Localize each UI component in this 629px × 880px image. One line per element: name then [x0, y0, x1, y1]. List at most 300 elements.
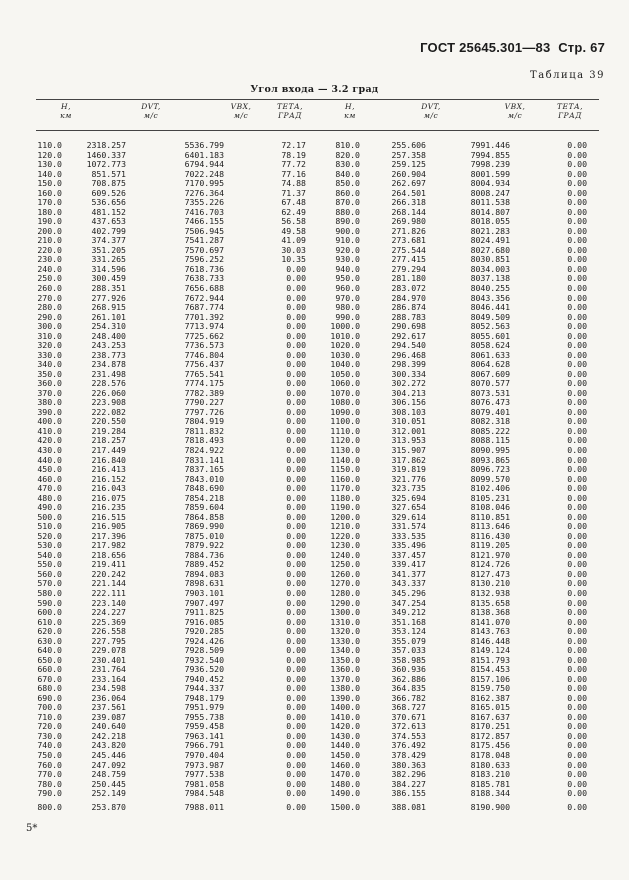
- altitude-cell: 1210.0: [330, 521, 360, 532]
- vbx-cell: 7879.922: [184, 540, 224, 551]
- altitude-cell: 1380.0: [330, 683, 360, 694]
- dvt-cell: 239.087: [91, 711, 126, 722]
- altitude-cell: 1360.0: [330, 664, 360, 675]
- theta-cell: 0.00: [567, 454, 587, 465]
- theta-cell: 0.00: [567, 168, 587, 179]
- column-header-unit: м/с: [143, 110, 159, 120]
- altitude-cell: 1140.0: [330, 454, 360, 465]
- altitude-cell: 770.0: [37, 769, 62, 780]
- dvt-cell: 248.759: [91, 769, 126, 780]
- theta-cell: 77.16: [281, 168, 306, 179]
- page-number: Стр. 67: [558, 40, 605, 55]
- vbx-cell: 7955.738: [184, 711, 224, 722]
- theta-cell: 0.00: [286, 425, 306, 436]
- altitude-cell: 680.0: [37, 683, 62, 694]
- dvt-cell: 378.429: [391, 750, 426, 760]
- theta-cell: 0.00: [286, 802, 306, 813]
- vbx-cell: 8030.851: [470, 254, 510, 265]
- altitude-cell: 270.0: [37, 292, 62, 303]
- dvt-cell: 1460.337: [86, 149, 126, 160]
- vbx-cell: 8034.003: [470, 263, 510, 274]
- dvt-cell: 374.377: [91, 235, 126, 246]
- altitude-cell: 390.0: [37, 406, 62, 417]
- theta-cell: 0.00: [286, 626, 306, 637]
- theta-cell: 0.00: [567, 502, 587, 513]
- altitude-cell: 460.0: [37, 473, 62, 484]
- vbx-cell: 7170.995: [184, 178, 224, 189]
- dvt-cell: 219.411: [91, 559, 126, 570]
- theta-cell: 0.00: [567, 197, 587, 208]
- vbx-cell: 7843.010: [184, 473, 224, 484]
- dvt-cell: 216.152: [91, 473, 126, 484]
- dvt-cell: 314.596: [91, 263, 126, 274]
- dvt-cell: 288.351: [91, 282, 126, 293]
- dvt-cell: 288.783: [391, 311, 426, 322]
- table-number: Таблица 39: [530, 70, 605, 81]
- altitude-cell: 660.0: [37, 664, 62, 675]
- vbx-cell: 7811.832: [184, 425, 224, 436]
- dvt-cell: 226.060: [91, 387, 126, 398]
- theta-cell: 0.00: [286, 330, 306, 341]
- dvt-cell: 261.101: [91, 311, 126, 322]
- theta-cell: 0.00: [567, 330, 587, 341]
- theta-cell: 0.00: [286, 340, 306, 351]
- altitude-cell: 220.0: [37, 244, 62, 255]
- vbx-cell: 7638.733: [184, 273, 224, 284]
- altitude-cell: 1040.0: [330, 359, 360, 370]
- theta-cell: 0.00: [567, 359, 587, 370]
- altitude-cell: 970.0: [335, 292, 360, 303]
- theta-cell: 0.00: [567, 416, 587, 427]
- vbx-cell: 7355.226: [184, 197, 224, 208]
- dvt-cell: 217.982: [91, 540, 126, 551]
- dvt-cell: 252.149: [91, 788, 126, 799]
- theta-cell: 0.00: [567, 368, 587, 379]
- theta-cell: 0.00: [567, 378, 587, 389]
- dvt-cell: 388.081: [391, 802, 426, 813]
- dvt-cell: 240.640: [91, 721, 126, 732]
- dvt-cell: 351.205: [91, 244, 126, 255]
- theta-cell: 0.00: [567, 159, 587, 170]
- altitude-cell: 140.0: [37, 168, 62, 179]
- theta-cell: 0.00: [286, 759, 306, 770]
- table-top-rule: [36, 99, 599, 100]
- theta-cell: 0.00: [286, 454, 306, 465]
- theta-cell: 0.00: [286, 435, 306, 446]
- vbx-cell: 7713.974: [184, 321, 224, 332]
- altitude-cell: 1050.0: [330, 368, 360, 379]
- theta-cell: 0.00: [567, 626, 587, 637]
- dvt-cell: 257.358: [391, 149, 426, 160]
- altitude-cell: 850.0: [335, 178, 360, 189]
- altitude-cell: 760.0: [37, 759, 62, 770]
- column-header: [36, 103, 96, 120]
- vbx-cell: 8190.900: [470, 802, 510, 813]
- dvt-cell: 310.051: [391, 416, 426, 427]
- altitude-cell: 960.0: [335, 282, 360, 293]
- vbx-cell: 7977.538: [184, 769, 224, 780]
- theta-cell: 0.00: [567, 778, 587, 789]
- column-header-unit: м/с: [233, 110, 249, 120]
- dvt-cell: 290.698: [391, 321, 426, 332]
- vbx-cell: 8108.046: [470, 502, 510, 513]
- dvt-cell: 360.936: [391, 664, 426, 675]
- vbx-cell: 7804.919: [184, 416, 224, 427]
- altitude-cell: 610.0: [37, 616, 62, 627]
- altitude-cell: 200.0: [37, 225, 62, 236]
- vbx-cell: 7782.389: [184, 387, 224, 398]
- dvt-cell: 216.905: [91, 521, 126, 532]
- altitude-cell: 920.0: [335, 244, 360, 255]
- altitude-cell: 190.0: [37, 216, 62, 227]
- dvt-cell: 339.417: [391, 559, 426, 570]
- theta-cell: 0.00: [286, 778, 306, 789]
- vbx-cell: 8165.015: [470, 702, 510, 713]
- theta-cell: 0.00: [567, 263, 587, 274]
- theta-cell: 0.00: [567, 340, 587, 351]
- vbx-cell: 6401.183: [184, 149, 224, 160]
- vbx-cell: 8082.318: [470, 416, 510, 427]
- theta-cell: 0.00: [286, 263, 306, 274]
- dvt-cell: 277.415: [391, 254, 426, 265]
- vbx-cell: 7774.175: [184, 378, 224, 389]
- theta-cell: 74.88: [281, 178, 306, 189]
- altitude-cell: 1450.0: [330, 750, 360, 760]
- standard-number: ГОСТ 25645.301—83: [420, 40, 551, 55]
- theta-cell: 0.00: [286, 645, 306, 656]
- theta-cell: 0.00: [286, 445, 306, 455]
- vbx-cell: 7541.287: [184, 235, 224, 246]
- theta-cell: 0.00: [567, 607, 587, 618]
- theta-cell: 0.00: [567, 140, 587, 150]
- dvt-cell: 254.310: [91, 321, 126, 332]
- theta-cell: 77.72: [281, 159, 306, 170]
- theta-cell: 0.00: [567, 254, 587, 265]
- altitude-cell: 330.0: [37, 349, 62, 360]
- vbx-cell: 7864.858: [184, 511, 224, 522]
- vbx-cell: 7898.631: [184, 578, 224, 589]
- theta-cell: 0.00: [567, 149, 587, 160]
- altitude-cell: 360.0: [37, 378, 62, 389]
- vbx-cell: 8011.538: [470, 197, 510, 208]
- dvt-cell: 281.180: [391, 273, 426, 284]
- dvt-cell: 255.606: [391, 140, 426, 150]
- altitude-cell: 1300.0: [330, 607, 360, 618]
- altitude-cell: 740.0: [37, 740, 62, 751]
- column-header-unit: км: [60, 110, 72, 120]
- altitude-cell: 980.0: [335, 302, 360, 313]
- vbx-cell: 8127.473: [470, 568, 510, 579]
- theta-cell: 0.00: [567, 292, 587, 303]
- dvt-cell: 341.377: [391, 568, 426, 579]
- vbx-cell: 7994.855: [470, 149, 510, 160]
- altitude-cell: 830.0: [335, 159, 360, 170]
- vbx-cell: 7894.083: [184, 568, 224, 579]
- dvt-cell: 321.776: [391, 473, 426, 484]
- theta-cell: 0.00: [286, 416, 306, 427]
- theta-cell: 0.00: [286, 607, 306, 618]
- dvt-cell: 216.413: [91, 464, 126, 475]
- theta-cell: 0.00: [567, 425, 587, 436]
- vbx-cell: 7903.101: [184, 587, 224, 598]
- altitude-cell: 1120.0: [330, 435, 360, 446]
- vbx-cell: 8105.231: [470, 492, 510, 503]
- theta-cell: 10.35: [281, 254, 306, 265]
- vbx-cell: 7824.922: [184, 445, 224, 455]
- theta-cell: 0.00: [286, 740, 306, 751]
- vbx-cell: 7656.688: [184, 282, 224, 293]
- vbx-cell: 8141.070: [470, 616, 510, 627]
- theta-cell: 0.00: [567, 225, 587, 236]
- dvt-cell: 292.617: [391, 330, 426, 341]
- altitude-cell: 1160.0: [330, 473, 360, 484]
- vbx-cell: 8001.599: [470, 168, 510, 179]
- vbx-cell: 8043.356: [470, 292, 510, 303]
- dvt-cell: 402.799: [91, 225, 126, 236]
- theta-cell: 0.00: [286, 349, 306, 360]
- theta-cell: 0.00: [286, 683, 306, 694]
- dvt-cell: 2318.257: [86, 140, 126, 150]
- theta-cell: 0.00: [567, 302, 587, 313]
- vbx-cell: 8070.577: [470, 378, 510, 389]
- dvt-cell: 302.272: [391, 378, 426, 389]
- theta-cell: 0.00: [567, 464, 587, 475]
- dvt-cell: 247.092: [91, 759, 126, 770]
- dvt-cell: 217.396: [91, 530, 126, 541]
- vbx-cell: 7022.248: [184, 168, 224, 179]
- vbx-cell: 8110.851: [470, 511, 510, 522]
- altitude-cell: 1180.0: [330, 492, 360, 503]
- altitude-cell: 310.0: [37, 330, 62, 341]
- dvt-cell: 349.212: [391, 607, 426, 618]
- dvt-cell: 231.498: [91, 368, 126, 379]
- altitude-cell: 1310.0: [330, 616, 360, 627]
- vbx-cell: 8185.781: [470, 778, 510, 789]
- theta-cell: 0.00: [286, 721, 306, 732]
- vbx-cell: 7618.736: [184, 263, 224, 274]
- vbx-cell: 8130.210: [470, 578, 510, 589]
- vbx-cell: 8093.865: [470, 454, 510, 465]
- dvt-cell: 216.515: [91, 511, 126, 522]
- altitude-cell: 560.0: [37, 568, 62, 579]
- dvt-cell: 268.915: [91, 302, 126, 313]
- theta-cell: 0.00: [567, 769, 587, 780]
- vbx-cell: 7984.548: [184, 788, 224, 799]
- vbx-cell: 7756.437: [184, 359, 224, 370]
- vbx-cell: 7687.774: [184, 302, 224, 313]
- altitude-cell: 240.0: [37, 263, 62, 274]
- altitude-cell: 1490.0: [330, 788, 360, 799]
- dvt-cell: 218.257: [91, 435, 126, 446]
- theta-cell: 0.00: [567, 702, 587, 713]
- vbx-cell: 7746.804: [184, 349, 224, 360]
- dvt-cell: 271.826: [391, 225, 426, 236]
- vbx-cell: 7837.165: [184, 464, 224, 475]
- vbx-cell: 8018.055: [470, 216, 510, 227]
- theta-cell: 0.00: [286, 654, 306, 665]
- data-table: [36, 141, 599, 813]
- theta-cell: 0.00: [286, 597, 306, 608]
- altitude-cell: 300.0: [37, 321, 62, 332]
- altitude-cell: 650.0: [37, 654, 62, 665]
- vbx-cell: 8058.624: [470, 340, 510, 351]
- dvt-cell: 248.400: [91, 330, 126, 341]
- vbx-cell: 7765.541: [184, 368, 224, 379]
- altitude-cell: 440.0: [37, 454, 62, 465]
- theta-cell: 0.00: [567, 711, 587, 722]
- column-header-name: VBX,: [504, 102, 526, 111]
- dvt-cell: 294.540: [391, 340, 426, 351]
- theta-cell: 30.03: [281, 244, 306, 255]
- vbx-cell: 7416.703: [184, 206, 224, 217]
- vbx-cell: 8146.448: [470, 635, 510, 646]
- vbx-cell: 7966.791: [184, 740, 224, 751]
- dvt-cell: 277.926: [91, 292, 126, 303]
- dvt-cell: 300.459: [91, 273, 126, 284]
- vbx-cell: 8151.793: [470, 654, 510, 665]
- theta-cell: 0.00: [567, 568, 587, 579]
- theta-cell: 0.00: [286, 359, 306, 370]
- altitude-cell: 940.0: [335, 263, 360, 274]
- dvt-cell: 284.970: [391, 292, 426, 303]
- dvt-cell: 275.544: [391, 244, 426, 255]
- page-header: [420, 40, 605, 55]
- signature-mark: 5*: [26, 823, 38, 834]
- theta-cell: 0.00: [286, 587, 306, 598]
- altitude-cell: 500.0: [37, 511, 62, 522]
- theta-cell: 0.00: [567, 492, 587, 503]
- altitude-cell: 1070.0: [330, 387, 360, 398]
- vbx-cell: 8121.970: [470, 549, 510, 560]
- vbx-cell: 8154.453: [470, 664, 510, 675]
- altitude-cell: 420.0: [37, 435, 62, 446]
- dvt-cell: 366.782: [391, 692, 426, 703]
- dvt-cell: 227.795: [91, 635, 126, 646]
- dvt-cell: 224.227: [91, 607, 126, 618]
- vbx-cell: 8052.563: [470, 321, 510, 332]
- dvt-cell: 269.980: [391, 216, 426, 227]
- dvt-cell: 536.656: [91, 197, 126, 208]
- vbx-cell: 8014.807: [470, 206, 510, 217]
- theta-cell: 0.00: [286, 702, 306, 713]
- vbx-cell: 7818.493: [184, 435, 224, 446]
- altitude-cell: 790.0: [37, 788, 62, 799]
- vbx-cell: 8113.646: [470, 521, 510, 532]
- theta-cell: 0.00: [286, 559, 306, 570]
- dvt-cell: 217.449: [91, 445, 126, 455]
- vbx-cell: 8055.601: [470, 330, 510, 341]
- vbx-cell: 8040.255: [470, 282, 510, 293]
- altitude-cell: 1470.0: [330, 769, 360, 780]
- vbx-cell: 8183.210: [470, 769, 510, 780]
- theta-cell: 0.00: [286, 378, 306, 389]
- dvt-cell: 221.144: [91, 578, 126, 589]
- vbx-cell: 8049.509: [470, 311, 510, 322]
- altitude-cell: 900.0: [335, 225, 360, 236]
- vbx-cell: 7875.010: [184, 530, 224, 541]
- dvt-cell: 233.164: [91, 673, 126, 684]
- dvt-cell: 223.140: [91, 597, 126, 608]
- dvt-cell: 300.334: [391, 368, 426, 379]
- vbx-cell: 7932.540: [184, 654, 224, 665]
- vbx-cell: 7940.452: [184, 673, 224, 684]
- theta-cell: 0.00: [286, 292, 306, 303]
- theta-cell: 0.00: [567, 387, 587, 398]
- theta-cell: 56.58: [281, 216, 306, 227]
- dvt-cell: 481.152: [91, 206, 126, 217]
- vbx-cell: 7959.458: [184, 721, 224, 732]
- altitude-cell: 860.0: [335, 187, 360, 198]
- theta-cell: 0.00: [567, 406, 587, 417]
- altitude-cell: 1440.0: [330, 740, 360, 751]
- altitude-cell: 720.0: [37, 721, 62, 732]
- vbx-cell: 7869.990: [184, 521, 224, 532]
- vbx-cell: 7907.497: [184, 597, 224, 608]
- vbx-cell: 8102.406: [470, 483, 510, 494]
- theta-cell: 0.00: [286, 483, 306, 494]
- dvt-cell: 268.144: [391, 206, 426, 217]
- altitude-cell: 1250.0: [330, 559, 360, 570]
- vbx-cell: 7991.446: [470, 140, 510, 150]
- dvt-cell: 230.401: [91, 654, 126, 665]
- vbx-cell: 8138.368: [470, 607, 510, 618]
- altitude-cell: 870.0: [335, 197, 360, 208]
- dvt-cell: 851.571: [91, 168, 126, 179]
- dvt-cell: 355.079: [391, 635, 426, 646]
- altitude-cell: 320.0: [37, 340, 62, 351]
- dvt-cell: 236.064: [91, 692, 126, 703]
- dvt-cell: 337.457: [391, 549, 426, 560]
- altitude-cell: 840.0: [335, 168, 360, 179]
- vbx-cell: 7848.690: [184, 483, 224, 494]
- theta-cell: 0.00: [286, 502, 306, 513]
- column-header: [540, 103, 600, 120]
- column-header: [250, 103, 330, 120]
- dvt-cell: 286.874: [391, 302, 426, 313]
- vbx-cell: 8067.609: [470, 368, 510, 379]
- altitude-cell: 210.0: [37, 235, 62, 246]
- dvt-cell: 226.558: [91, 626, 126, 637]
- dvt-cell: 312.001: [391, 425, 426, 436]
- altitude-cell: 570.0: [37, 578, 62, 589]
- altitude-cell: 1460.0: [330, 759, 360, 770]
- altitude-cell: 910.0: [335, 235, 360, 246]
- dvt-cell: 229.078: [91, 645, 126, 656]
- column-header-unit: м/с: [507, 110, 523, 120]
- dvt-cell: 323.735: [391, 483, 426, 494]
- theta-cell: 0.00: [567, 349, 587, 360]
- dvt-cell: 357.033: [391, 645, 426, 656]
- vbx-cell: 7790.227: [184, 397, 224, 408]
- theta-cell: 0.00: [567, 282, 587, 293]
- vbx-cell: 8159.750: [470, 683, 510, 694]
- vbx-cell: 7725.662: [184, 330, 224, 341]
- altitude-cell: 1030.0: [330, 349, 360, 360]
- dvt-cell: 220.242: [91, 568, 126, 579]
- theta-cell: 0.00: [567, 321, 587, 332]
- theta-cell: 0.00: [567, 730, 587, 741]
- dvt-cell: 237.561: [91, 702, 126, 713]
- column-header-name: DVT,: [421, 102, 441, 111]
- altitude-cell: 1080.0: [330, 397, 360, 408]
- altitude-cell: 1320.0: [330, 626, 360, 637]
- altitude-cell: 280.0: [37, 302, 62, 313]
- dvt-cell: 238.773: [91, 349, 126, 360]
- vbx-cell: 8064.628: [470, 359, 510, 370]
- altitude-cell: 820.0: [335, 149, 360, 160]
- theta-cell: 0.00: [567, 206, 587, 217]
- dvt-cell: 368.727: [391, 702, 426, 713]
